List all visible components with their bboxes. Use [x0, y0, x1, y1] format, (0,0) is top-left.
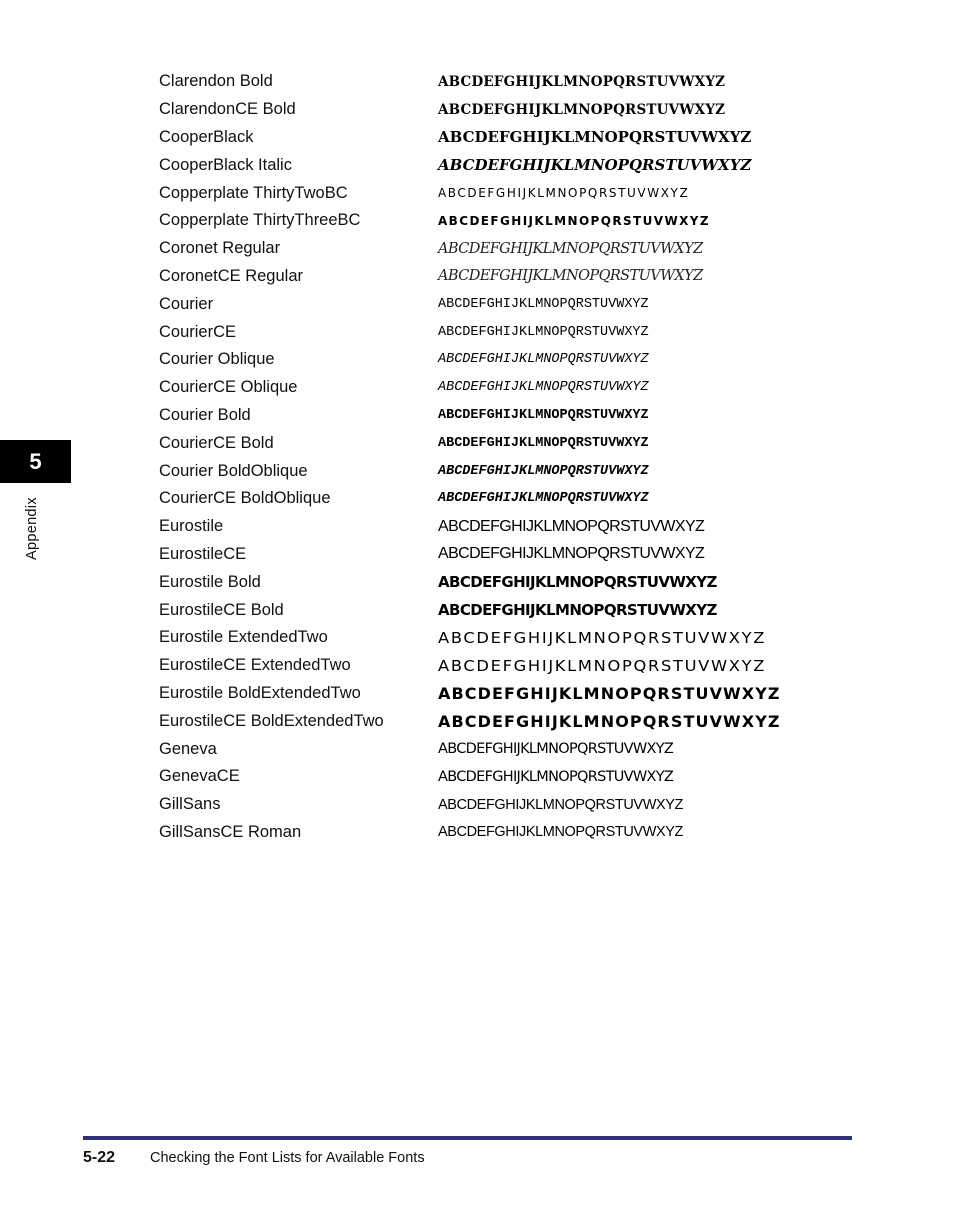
font-name: CourierCE Oblique	[159, 378, 298, 397]
font-name: Copperplate ThirtyTwoBC	[159, 183, 348, 202]
font-name: CoronetCE Regular	[159, 266, 303, 285]
font-sample: ABCDEFGHIJKLMNOPQRSTUVWXYZ	[438, 573, 717, 592]
font-sample: ABCDEFGHIJKLMNOPQRSTUVWXYZ	[438, 517, 705, 535]
font-row	[159, 68, 859, 96]
font-sample: ABCDEFGHIJKLMNOPQRSTUVWXYZ	[438, 796, 683, 813]
footer-rule	[83, 1136, 852, 1140]
font-sample: ABCDEFGHIJKLMNOPQRSTUVWXYZ	[438, 324, 649, 340]
font-name: Coronet Regular	[159, 239, 281, 258]
font-sample: ABCDEFGHIJKLMNOPQRSTUVWXYZ	[438, 407, 649, 423]
font-sample: ABCDEFGHIJKLMNOPQRSTUVWXYZ	[438, 711, 781, 731]
font-name: Clarendon Bold	[159, 72, 273, 91]
font-name: Copperplate ThirtyThreeBC	[159, 211, 361, 230]
font-name: CourierCE BoldOblique	[159, 489, 331, 508]
font-row	[159, 541, 859, 569]
font-row	[159, 763, 859, 791]
font-row	[159, 207, 859, 235]
font-sample: ABCDEFGHIJKLMNOPQRSTUVWXYZ	[438, 741, 674, 758]
font-name: Courier Bold	[159, 405, 251, 424]
font-row	[159, 124, 859, 152]
font-row	[159, 96, 859, 124]
font-name: GillSans	[159, 795, 221, 814]
font-row	[159, 652, 859, 680]
font-sample: ABCDEFGHIJKLMNOPQRSTUVWXYZ	[438, 656, 767, 675]
font-sample: ABCDEFGHIJKLMNOPQRSTUVWXYZ	[438, 601, 717, 620]
font-name: CourierCE Bold	[159, 433, 274, 452]
font-row	[159, 596, 859, 624]
chapter-number: 5	[29, 448, 42, 474]
font-name: EurostileCE Bold	[159, 600, 284, 619]
font-name: EurostileCE	[159, 544, 247, 563]
font-name: Eurostile	[159, 517, 224, 536]
font-sample: ABCDEFGHIJKLMNOPQRSTUVWXYZ	[438, 240, 703, 257]
font-name: EurostileCE ExtendedTwo	[159, 656, 351, 675]
font-row	[159, 513, 859, 541]
footer-title: Checking the Font Lists for Available Fonts	[150, 1150, 425, 1166]
font-name: ClarendonCE Bold	[159, 100, 296, 119]
font-sample: ABCDEFGHIJKLMNOPQRSTUVWXYZ	[438, 128, 752, 147]
font-row	[159, 318, 859, 346]
font-name: GenevaCE	[159, 767, 240, 786]
font-sample: ABCDEFGHIJKLMNOPQRSTUVWXYZ	[438, 268, 703, 285]
font-sample: ABCDEFGHIJKLMNOPQRSTUVWXYZ	[438, 101, 726, 118]
font-row	[159, 568, 859, 596]
font-name: CooperBlack Italic	[159, 155, 292, 174]
font-sample: ABCDEFGHIJKLMNOPQRSTUVWXYZ	[438, 380, 649, 396]
font-sample: ABCDEFGHIJKLMNOPQRSTUVWXYZ	[438, 156, 752, 175]
font-row	[159, 735, 859, 763]
font-sample: ABCDEFGHIJKLMNOPQRSTUVWXYZ	[438, 683, 781, 703]
font-name: EurostileCE BoldExtendedTwo	[159, 711, 384, 730]
font-sample: ABCDEFGHIJKLMNOPQRSTUVWXYZ	[438, 545, 705, 563]
font-sample: ABCDEFGHIJKLMNOPQRSTUVWXYZ	[438, 352, 649, 368]
font-row	[159, 485, 859, 513]
font-row	[159, 235, 859, 263]
font-row	[159, 290, 859, 318]
font-row	[159, 179, 859, 207]
font-row	[159, 263, 859, 291]
font-sample: ABCDEFGHIJKLMNOPQRSTUVWXYZ	[438, 296, 649, 312]
font-row	[159, 457, 859, 485]
font-row	[159, 346, 859, 374]
font-sample: ABCDEFGHIJKLMNOPQRSTUVWXYZ	[438, 186, 690, 201]
font-row	[159, 791, 859, 819]
font-name: Courier	[159, 294, 214, 313]
font-sample: ABCDEFGHIJKLMNOPQRSTUVWXYZ	[438, 491, 649, 507]
font-name: GillSansCE Roman	[159, 822, 302, 841]
font-sample: ABCDEFGHIJKLMNOPQRSTUVWXYZ	[438, 463, 649, 479]
font-sample: ABCDEFGHIJKLMNOPQRSTUVWXYZ	[438, 768, 674, 785]
font-row	[159, 151, 859, 179]
font-sample: ABCDEFGHIJKLMNOPQRSTUVWXYZ	[438, 435, 649, 451]
font-row	[159, 624, 859, 652]
page-number: 5-22	[83, 1149, 116, 1166]
font-row	[159, 429, 859, 457]
font-name: Eurostile BoldExtendedTwo	[159, 683, 361, 702]
font-name: CourierCE	[159, 322, 237, 341]
chapter-tab	[0, 440, 71, 483]
font-sample: ABCDEFGHIJKLMNOPQRSTUVWXYZ	[438, 213, 710, 228]
font-name: Geneva	[159, 739, 217, 758]
font-row	[159, 680, 859, 708]
font-name: Eurostile ExtendedTwo	[159, 628, 328, 647]
font-sample: ABCDEFGHIJKLMNOPQRSTUVWXYZ	[438, 628, 767, 647]
font-sample: ABCDEFGHIJKLMNOPQRSTUVWXYZ	[438, 73, 726, 90]
font-name: Courier BoldOblique	[159, 461, 308, 480]
font-name: Eurostile Bold	[159, 572, 261, 591]
chapter-side-label: Appendix	[24, 497, 40, 560]
font-row	[159, 402, 859, 430]
font-sample: ABCDEFGHIJKLMNOPQRSTUVWXYZ	[438, 824, 683, 841]
font-name: Courier Oblique	[159, 350, 275, 369]
font-row	[159, 374, 859, 402]
font-row	[159, 819, 859, 847]
font-name: CooperBlack	[159, 127, 254, 146]
font-list	[159, 68, 859, 846]
font-row	[159, 707, 859, 735]
